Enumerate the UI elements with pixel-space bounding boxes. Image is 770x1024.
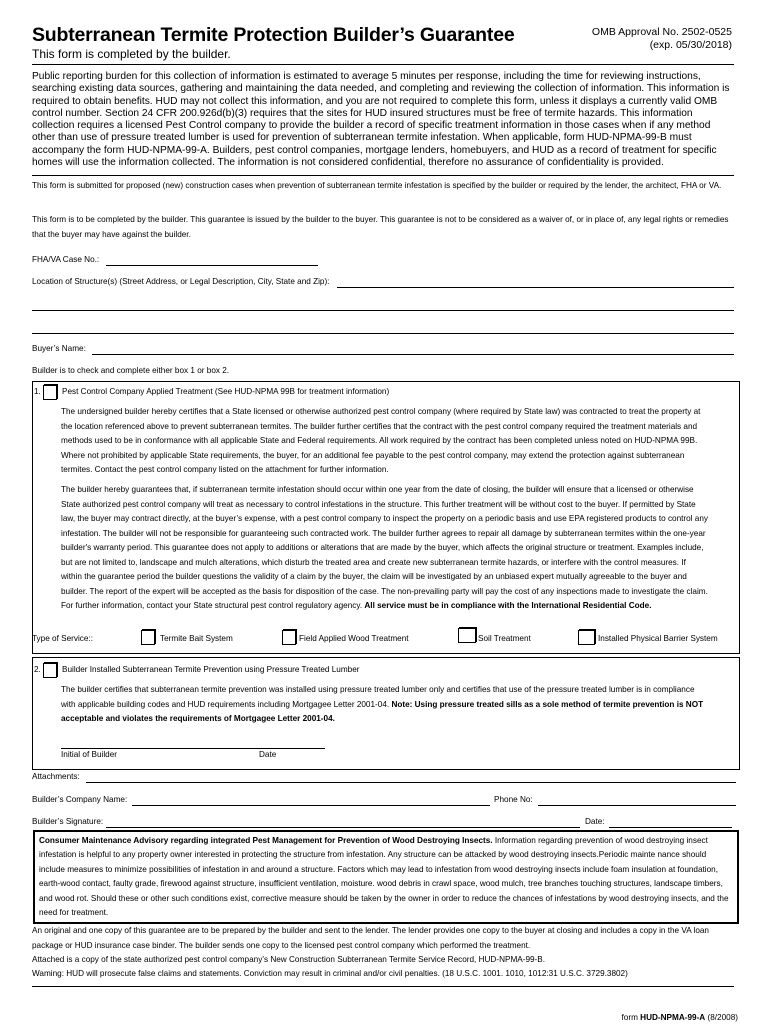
box-1-irc-compliance: All service must be in compliance with the International Residential Code.: [364, 601, 652, 610]
wood-treatment-checkbox[interactable]: [282, 630, 296, 645]
builder-initial-field[interactable]: [61, 740, 325, 749]
intro-paragraph-2: This form is to be completed by the builder. This guarantee is issued by the builder to the buyer. This guarantee is not to be considered as a waiver of, or in place of, any legal rights or remedies that the buyer may have against the builder.: [32, 215, 729, 239]
soil-treatment-label: Soil Treatment: [478, 634, 531, 643]
signature-date-label: Date:: [585, 817, 605, 826]
box-2-note: Note: Using pressure treated sills as a sole method of termite prevention is NOT acceptable and violates the requirements of Mortgagee Letter 2001-04.: [61, 699, 704, 723]
footer-rule: [32, 986, 734, 987]
advisory-body: Information regarding prevention of wood destroying insect infestation is helpful to any property owner interested in protecting the structure from infestation. Any structure can be attacked by wood destroying insects.Periodic mainte nance should include measures to minimize possibilities of infestation in and around a structure. Factors which may lead to infestation from wood destroying insects include foam insulation at foundation, earth-wood contact, faulty grade, firewood against structure, insufficient ventilation, moisture. wood debris in crawl space, wood mulch, tree branches touching structures, landscape timbers, and wood rot. Should these or other such conditions exist, corrective measure should be taken by the owner in order to reduce the chances of infestations by wood destroying insects, and the need for treatment.: [39, 836, 729, 918]
box-1-guarantee-text: The builder hereby guarantees that, if subterranean termite infestation should occur within one year from the date of closing, the builder will ensure that a licensed or otherwise State authorized pest control company will treat as necessary to control infestations in the structure. This further treatment will be without cost to the buyer. If permitted by State law, the buyer may contract directly, at the buyer’s expense, with a pest control company to inspect the property on a periodic basis and use EPA registered products to control any infestation. The builder will not be responsible for guaranteeing such contracted work. The builder further agrees to repair all damage by subterranean termites within the one-year builder's warranty period. This guarantee does not apply to additions or alterations that are made by the buyer, which affects the original structure or treatment. Examples include, but are not limited to, landscape and mulch alterations, which disturb the treated area and create new subterranean termite hazards, or interfere with the control measures. If within the guarantee period the builder questions the validity of a claim by the buyer, the claim will be investigated by an unbiased expert mutually agreeable to the buyer and builder. The report of the expert will be accepted as the basis for disposition of the case. The non-prevailing party will pay the cost of any inspections made to investigate the claim. For further information, contact your State structural pest control regulatory agency.: [61, 485, 709, 610]
copies-instruction: An original and one copy of this guarantee are to be prepared by the builder and sent to the lender. The lender provides one copy to the buyer at closing and includes a copy in the VA loan package or HUD insurance case binder. The builder sends one copy to the licensed pest control company which performed the treatment.: [32, 926, 709, 950]
company-name-label: Builder’s Company Name:: [32, 795, 128, 804]
warning-statement: Waming: HUD will prosecute false claims and statements. Conviction may result in criminal and/or civil penalties. (18 U.S.C. 1001. 1010, 1012:31 U.S.C. 3729.3802): [32, 969, 628, 978]
box-2-certification: [61, 683, 709, 727]
intro-paragraph-1: This form is submitted for proposed (new) construction cases when prevention of subterranean termite infestation is specified by the builder or required by the lender, the architect, FHA or VA.: [32, 181, 722, 190]
termite-bait-checkbox[interactable]: [141, 630, 155, 645]
header-rule: [32, 64, 734, 65]
physical-barrier-label: Installed Physical Barrier System: [598, 634, 718, 643]
signature-date-field[interactable]: [609, 819, 732, 828]
box-1-checkbox[interactable]: [43, 385, 57, 400]
soil-treatment-checkbox[interactable]: [458, 628, 476, 643]
phone-label: Phone No:: [494, 795, 533, 804]
box-1-heading: Pest Control Company Applied Treatment (See HUD-NPMA 99B for treatment information): [62, 387, 390, 396]
initial-label: Initial of Builder: [61, 750, 117, 759]
form-number: [622, 1013, 738, 1022]
box-instruction: Builder is to check and complete either box 1 or box 2.: [32, 366, 230, 375]
omb-expiration: (exp. 05/30/2018): [649, 39, 732, 51]
form-prefix: form: [621, 1013, 638, 1022]
case-no-field[interactable]: [106, 257, 318, 266]
company-name-field[interactable]: [132, 797, 490, 806]
omb-block: [592, 26, 732, 52]
buyer-name-label: Buyer’s Name:: [32, 344, 86, 353]
termite-bait-label: Termite Bait System: [160, 634, 233, 643]
form-title: Subterranean Termite Protection Builder’s Guarantee: [32, 24, 515, 46]
box-2-heading: Builder Installed Subterranean Termite Prevention using Pressure Treated Lumber: [62, 665, 360, 674]
case-no-label: FHA/VA Case No.:: [32, 255, 100, 264]
location-label: Location of Structure(s) (Street Address, or Legal Description, City, State and Zip):: [32, 277, 330, 286]
signature-field[interactable]: [106, 819, 580, 828]
burden-statement: Public reporting burden for this collection of information is estimated to average 5 minutes per response, including the time for reviewing instructions, searching existing data sources, gathering and maintaining the data needed, and completing and reviewing the collection of information. This information is required to obtain benefits. HUD may not collect this information, and you are not required to complete this form, unless it displays a currently valid OMB control number. Section 24 CFR 200.926d(b)(3) requires that the sites for HUD insured structures must be free of termite hazards. This information collection requires a licensed Pest Control company to provide the builder a record of specific treatment information in those cases when if any method other than use of pressure treated lumber is used for prevention of subterranean termite infestation. When applicable, form HUD-NPMA-99-B must accompany the form HUD-NPMA-99-A. Builders, pest control companies, mortgage lenders, homebuyers, and HUD as a record of treatment for specific homes will use the information collected. The information is not considered confidential, therefore no assurance of confidentiality is provided.: [32, 71, 730, 169]
box-1-guarantee: [61, 483, 709, 614]
box-1-certification: The undersigned builder hereby certifies that a State licensed or otherwise authorized pest control company (where required by State law) was contracted to treat the property at the location referenced above to prevent subterranean termites. The builder further certifies that the contract with the pest control company required the treatment materials and methods used to be in conformance with all applicable State and Federal requirements. All work required by the contract has been completed unless noted on HUD-NPMA 99B. Where not prohibited by applicable State requirements, the buyer, for an additional fee payable to the pest control company, may extend the protection against subterranean termites. Contact the pest control company listed on the attachment for further information.: [61, 407, 701, 474]
attachments-field[interactable]: [86, 774, 736, 783]
form-date: (8/2008): [707, 1013, 738, 1022]
form-id: HUD-NPMA-99-A: [640, 1013, 706, 1022]
box-2-checkbox[interactable]: [43, 663, 57, 678]
box-1-number: 1.: [34, 387, 41, 396]
location-field-2[interactable]: [32, 302, 734, 311]
phone-field[interactable]: [538, 797, 736, 806]
wood-treatment-label: Field Applied Wood Treatment: [299, 634, 409, 643]
buyer-name-field[interactable]: [92, 346, 734, 355]
box-2-number: 2.: [34, 665, 41, 674]
initial-date-label: Date: [259, 750, 277, 759]
signature-label: Builder’s Signature:: [32, 817, 104, 826]
service-type-label: Type of Service::: [32, 634, 93, 643]
physical-barrier-checkbox[interactable]: [578, 630, 595, 645]
box-2-certification-text: The builder certifies that subterranean termite prevention was installed using pressure treated lumber only and certifies that use of the pressure treated lumber is in compliance with applicable building codes and HUD requirements including Mortgagee Letter 2001-04.: [61, 685, 695, 709]
form-subtitle: This form is completed by the builder.: [32, 47, 231, 61]
omb-number: OMB Approval No. 2502-0525: [591, 26, 732, 38]
advisory-text: [39, 834, 733, 920]
attachments-label: Attachments:: [32, 772, 80, 781]
location-field-1[interactable]: [337, 279, 734, 288]
attached-note: Attached is a copy of the state authorized pest control company’s New Construction Subterranean Termite Service Record, HUD-NPMA-99-B.: [32, 955, 546, 964]
location-field-3[interactable]: [32, 325, 734, 334]
burden-rule: [32, 175, 734, 176]
advisory-heading: Consumer Maintenance Advisory regarding integrated Pest Management for Prevention of Wood Destroying Insects.: [39, 836, 493, 845]
